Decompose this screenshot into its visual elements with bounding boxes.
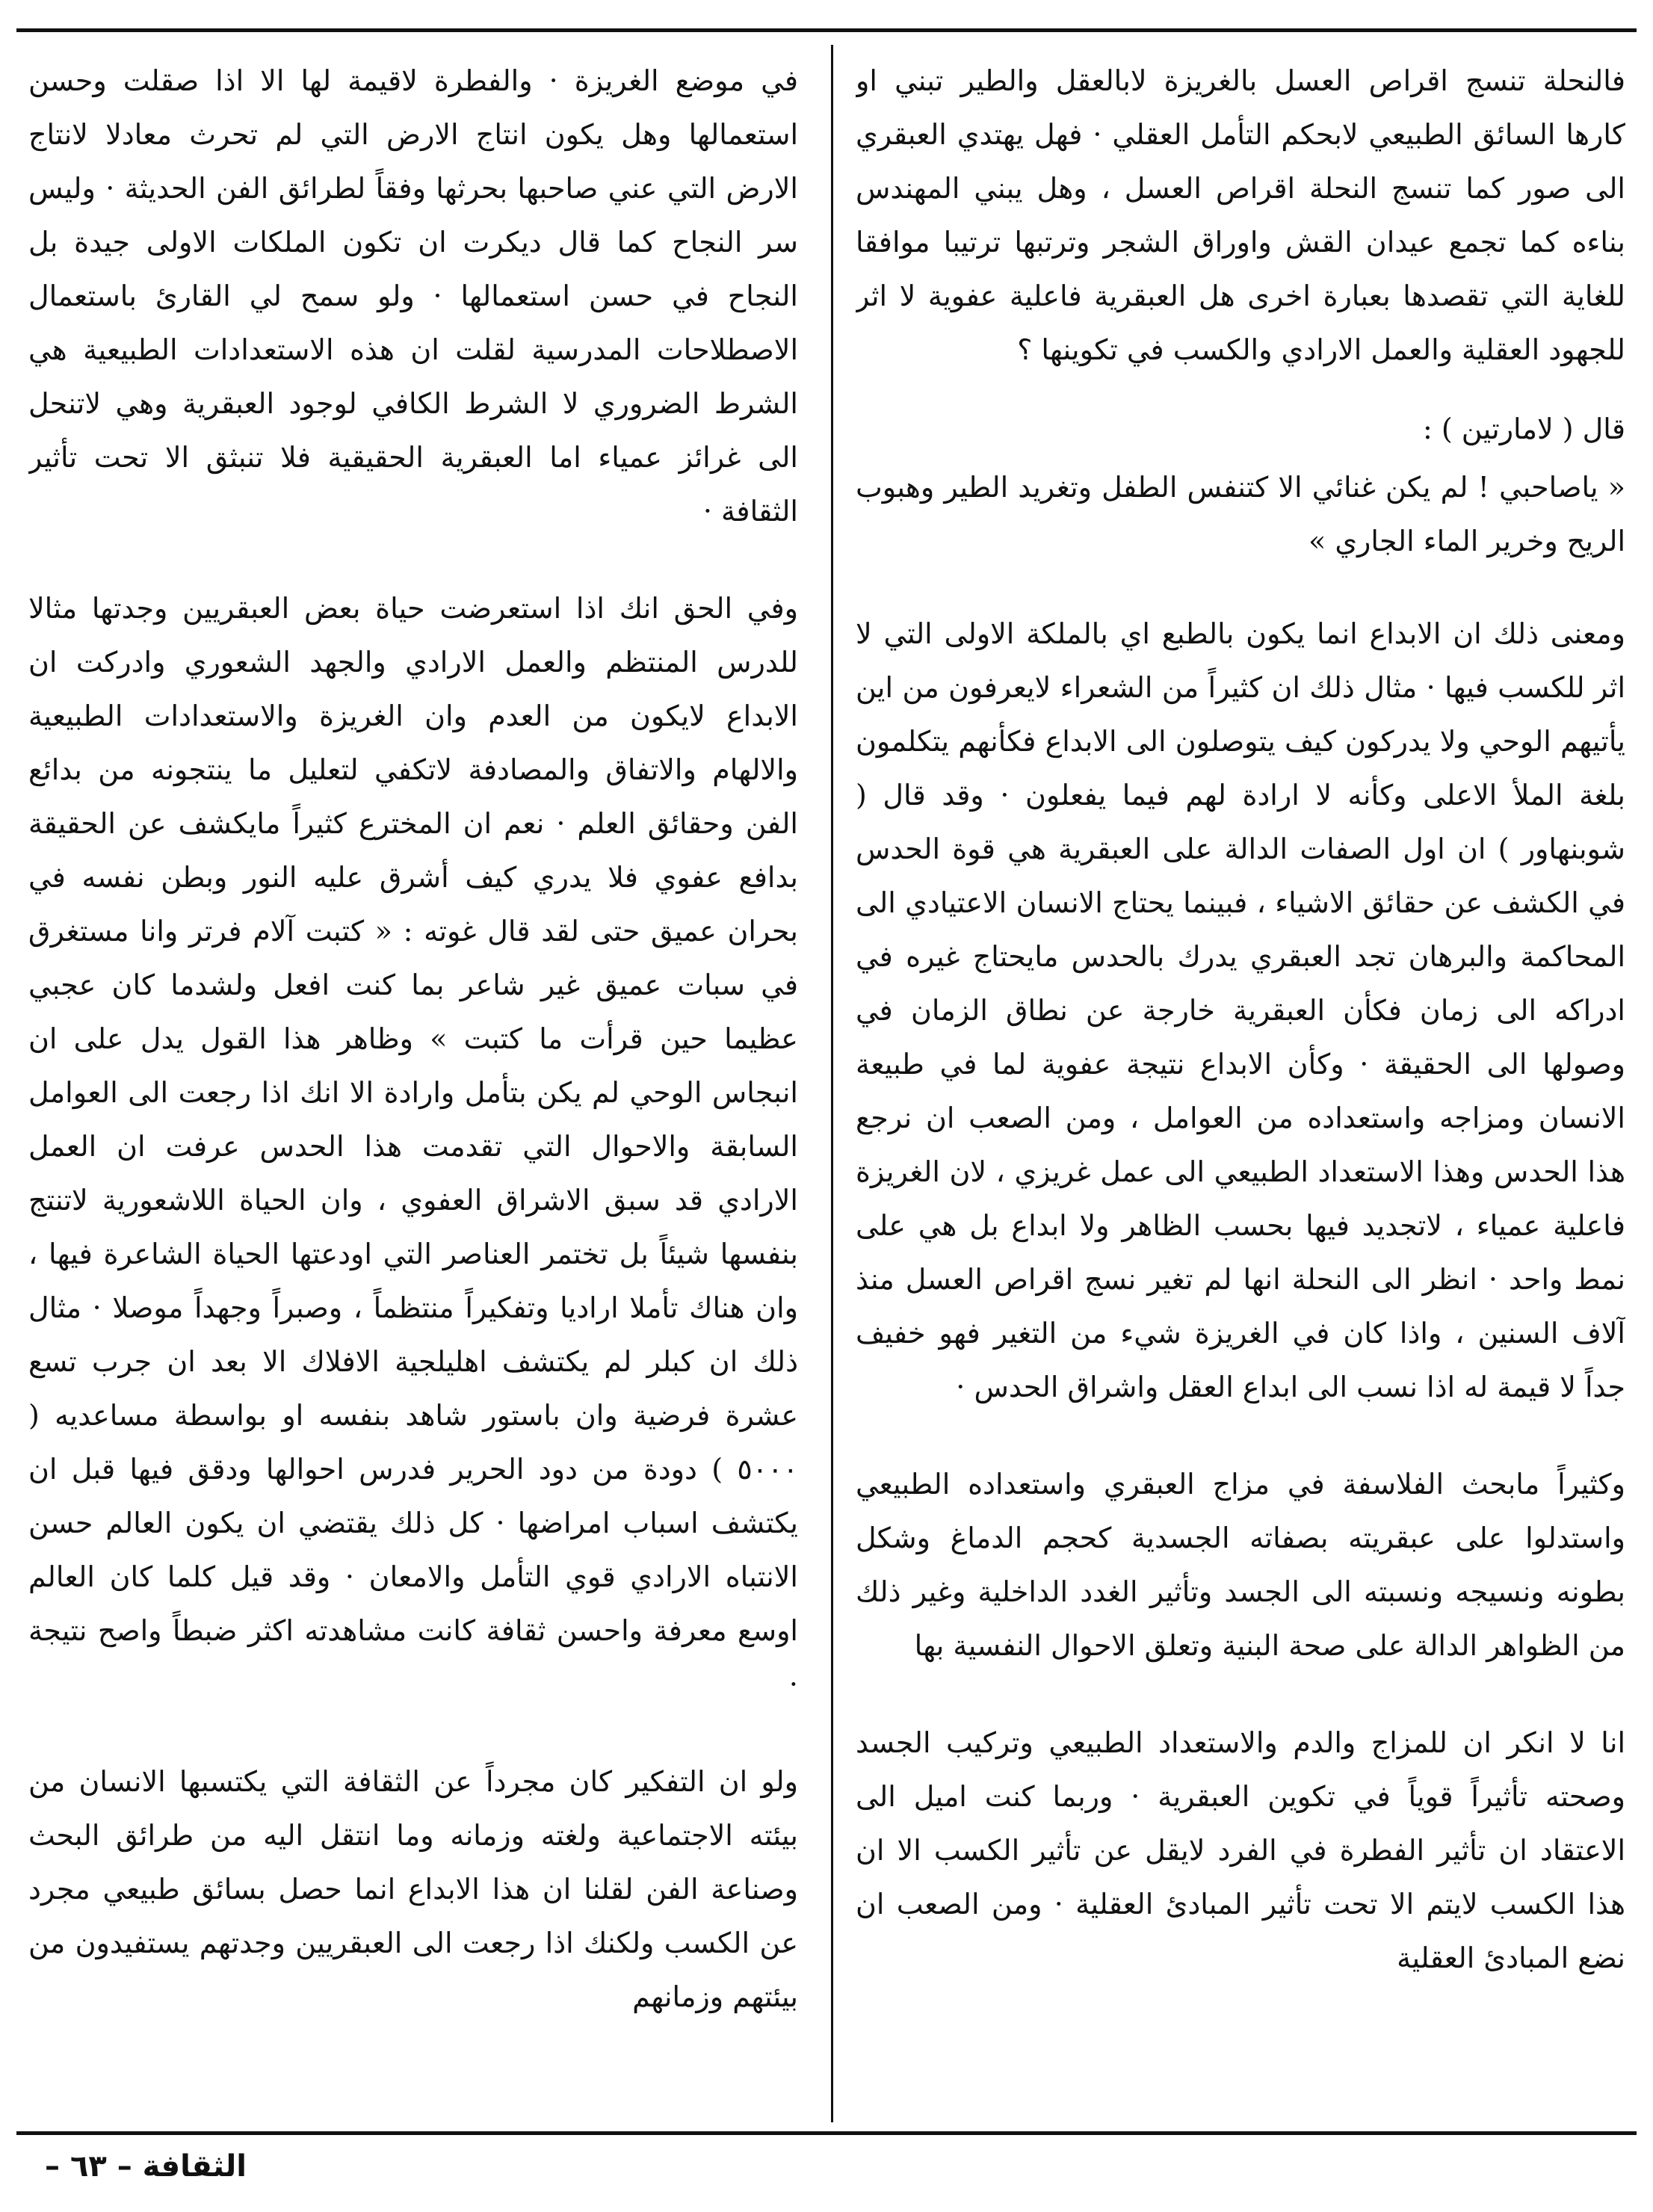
paragraph: انا لا انكر ان للمزاج والدم والاستعداد الطبيعي وتركيب الجسد وصحته تأثيراً قوياً في تكوين العبقرية · وربما كنت اميل الى الاعتقاد ان تأثير الفطرة في الفرد لايقل عن تأثير الكسب الا ان هذا الكسب لايتم الا تحت تأثير المبادئ العقلية · ومن الصعب ان نضع المبادئ العقلية xyxy=(856,1726,1625,1974)
paragraph: فالنحلة تنسج اقراص العسل بالغريزة لابالعقل والطير تبني او كارها السائق الطبيعي لابحكم التأمل العقلي · فهل يهتدي العبقري الى صور كما تنسج النحلة اقراص العسل ، وهل يبني المهندس بناءه كما تجمع عيدان القش واوراق الشجر وترتبها ترتيبا موافقا للغاية التي تقصدها بعبارة اخرى هل العبقرية فاعلية عفوية لا اثر للجهود العقلية والعمل الارادي والكسب في تكوينها ؟ xyxy=(856,64,1625,366)
paragraph: قال ( لامارتين ) : xyxy=(1422,413,1625,445)
bottom-rule xyxy=(16,2131,1637,2135)
right-column xyxy=(856,54,1625,2124)
paragraph: ومعنى ذلك ان الابداع انما يكون بالطبع اي بالملكة الاولى التي لا اثر للكسب فيها · مثال ذلك ان كثيراً من الشعراء لايعرفون من اين يأتيهم الوحي ولا يدركون كيف يتوصلون الى الابداع فكأنهم يتكلمون بلغة الملأ الاعلى وكأنه لا ارادة لهم فيما يفعلون · وقد قال ( شوبنهاور ) ان اول الصفات الدالة على العبقرية هي قوة الحدس في الكشف عن حقائق الاشياء ، فبينما يحتاج الانسان الاعتيادي الى المحاكمة والبرهان تجد العبقري يدرك بالحدس مايحتاج غيره في ادراكه الى زمان فكأن العبقرية خارجة عن نطاق الزمان في وصولها الى الحقيقة · وكأن الابداع نتيجة عفوية لما في طبيعة الانسان ومزاجه واستعداده من العوامل ، ومن الصعب ان نرجع هذا الحدس وهذا الاستعداد الطبيعي الى عمل غريزي ، لان الغريزة فاعلية عمياء ، لاتجديد فيها بحسب الظاهر ولا ابداع بل هي على نمط واحد · انظر الى النحلة انها لم تغير نسج اقراص العسل منذ آلاف السنين ، واذا كان في الغريزة شيء من التغير فهو خفيف جداً لا قيمة له اذا نسب الى ابداع العقل واشراق الحدس · xyxy=(856,617,1625,1403)
left-column xyxy=(28,54,798,2124)
paragraph: وفي الحق انك اذا استعرضت حياة بعض العبقريين وجدتها مثالا للدرس المنتظم والعمل الارادي والجهد الشعوري وادركت ان الابداع لايكون من العدم وان الغريزة والاستعدادات الطبيعية والالهام والاتفاق والمصادفة لاتكفي لتعليل ما ينتجونه من بدائع الفن وحقائق العلم · نعم ان المخترع كثيراً مايكشف عن الحقيقة بدافع عفوي فلا يدري كيف أشرق عليه النور وبطن نفسه في بحران عميق حتى لقد قال غوته : « كتبت آلام فرتر وانا مستغرق في سبات عميق غير شاعر بما كنت افعل ولشدما كان عجبي عظيما حين قرأت ما كتبت » وظاهر هذا القول يدل على ان انبجاس الوحي لم يكن بتأمل وارادة الا انك اذا رجعت الى العوامل السابقة والاحوال التي تقدمت هذا الحدس عرفت ان العمل الارادي قد سبق الاشراق العفوي ، وان الحياة اللاشعورية لاتنتج بنفسها شيئاً بل تختمر العناصر التي اودعتها الحياة الشاعرة فيها ، وان هناك تأملا اراديا وتفكيراً منتظماً ، وصبراً وجهداً موصلا · مثال ذلك ان كبلر لم يكتشف اهليلجية الافلاك الا بعد ان جرب تسع عشرة فرضية وان باستور شاهد بنفسه او بواسطة مساعديه ( ٥٠٠٠ ) دودة من دود الحرير فدرس احوالها ودقق فيها قبل ان يكتشف اسباب امراضها · كل ذلك يقتضي ان يكون العالم حسن الانتباه الارادي قوي التأمل والامعان · وقد قيل كلما كان العالم اوسع معرفة واحسن ثقافة كانت مشاهدته اكثر ضبطاً واصح نتيجة · xyxy=(28,592,798,1701)
column-divider xyxy=(831,45,833,2122)
paragraph: في موضع الغريزة · والفطرة لاقيمة لها الا اذا صقلت وحسن استعمالها وهل يكون انتاج الارض التي لم تحرث معادلا لانتاج الارض التي عني صاحبها بحرثها وفقاً لطرائق الفن الحديثة · وليس سر النجاح كما قال ديكرت ان تكون الملكات الاولى جيدة بل النجاح في حسن استعمالها · ولو سمح لي القارئ باستعمال الاصطلاحات المدرسية لقلت ان هذه الاستعدادات الطبيعية هي الشرط الضروري لا الشرط الكافي لوجود العبقرية وهي لاتنحل الى غرائز عمياء اما العبقرية الحقيقية فلا تنبثق الا تحت تأثير الثقافة · xyxy=(28,64,798,528)
quote-paragraph: « ياصاحبي ! لم يكن غنائي الا كتنفس الطفل وتغريد الطير وهبوب الريح وخرير الماء الجاري » xyxy=(856,471,1625,557)
paragraph: وكثيراً مابحث الفلاسفة في مزاج العبقري واستعداده الطبيعي واستدلوا على عبقريته بصفاته الجسدية كحجم الدماغ وشكل بطونه ونسيجه ونسبته الى الجسد وتأثير الغدد الداخلية وغير ذلك من الظواهر الدالة على صحة البنية وتعلق الاحوال النفسية بها xyxy=(856,1468,1625,1662)
paragraph: ولو ان التفكير كان مجرداً عن الثقافة التي يكتسبها الانسان من بيئته الاجتماعية ولغته وزمانه وما انتقل اليه من طرائق البحث وصناعة الفن لقلنا ان هذا الابداع انما حصل بسائق طبيعي مجرد عن الكسب ولكنك اذا رجعت الى العبقريين وجدتهم يستفيدون من بيئتهم وزمانهم xyxy=(28,1765,798,2013)
page-footer: الثقافة – ٦٣ – xyxy=(45,2149,247,2184)
top-rule xyxy=(16,28,1637,32)
